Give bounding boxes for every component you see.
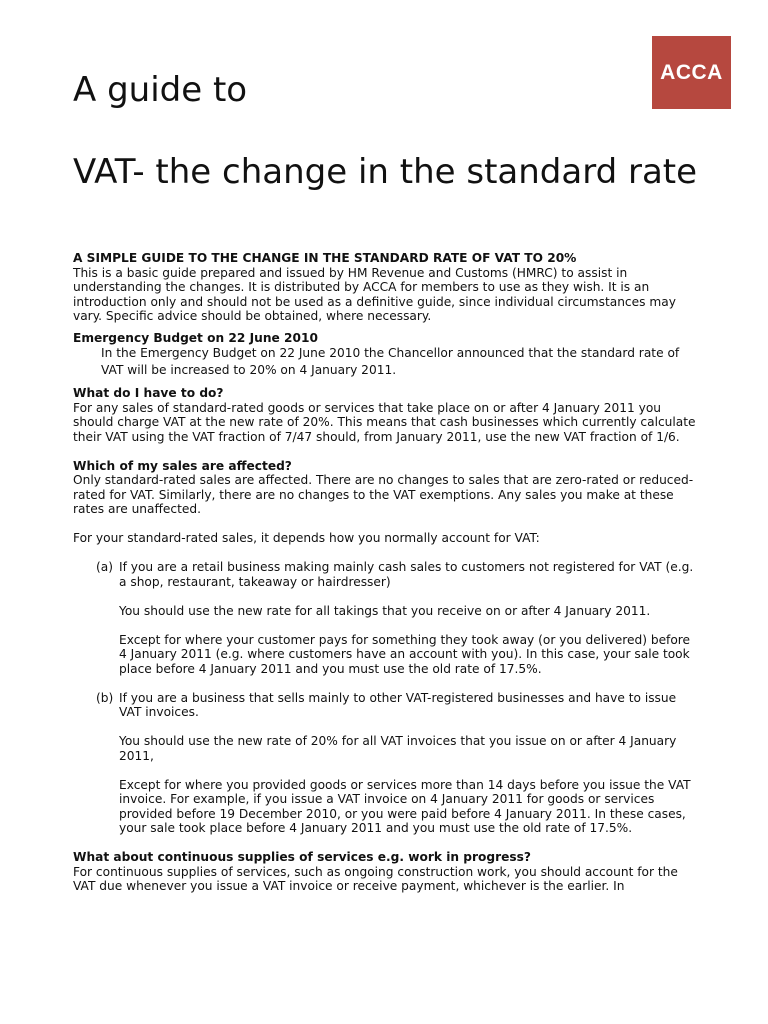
list-item-text: If you are a business that sells mainly to other VAT-registered businesses and have to issue VAT invoices.: [119, 690, 677, 719]
intro-heading: A SIMPLE GUIDE TO THE CHANGE IN THE STANDARD RATE OF VAT TO 20%: [73, 251, 577, 265]
document-body: [73, 251, 698, 894]
title-line-2: VAT- the change in the standard rate: [73, 152, 698, 192]
logo-text: ACCA: [660, 60, 723, 84]
sales-affected-heading: Which of my sales are affected?: [73, 458, 292, 473]
acca-logo: [652, 36, 731, 109]
list-item-text: Except for where your customer pays for something they took away (or you delivered) before 4 January 2011 (e.g. where customers have an account with you). In this case, your sale took place before 4 January 2011 and you must use the old rate of 17.5%.: [119, 632, 691, 676]
list-item-text: If you are a retail business making mainly cash sales to customers not registered for VAT (e.g. a shop, restaurant, takeaway or hairdresser): [119, 560, 694, 589]
list-marker: (a): [96, 560, 113, 574]
list-item-a: [73, 560, 698, 676]
list-marker: (b): [96, 690, 114, 705]
emergency-budget-heading: Emergency Budget on 22 June 2010: [73, 330, 318, 345]
list-item-text: You should use the new rate of 20% for all VAT invoices that you issue on or after 4 January 2011,: [119, 734, 677, 763]
intro-paragraph: This is a basic guide prepared and issued by HM Revenue and Customs (HMRC) to assist in understanding the changes. It is distributed by ACCA for members to use as they wish. It is an introduction only and should not be used as a definitive guide, since individual circumstances may vary. Specific advice should be obtained, where necessary.: [73, 265, 676, 323]
list-item-text: You should use the new rate for all takings that you receive on or after 4 January 2011.: [119, 603, 651, 618]
list-item-b: [73, 691, 698, 836]
standard-rated-lead: For your standard-rated sales, it depends how you normally account for VAT:: [73, 531, 540, 545]
continuous-supplies-heading: What about continuous supplies of services e.g. work in progress?: [73, 850, 531, 864]
sales-affected-paragraph: Only standard-rated sales are affected. There are no changes to sales that are zero-rated or reduced-rated for VAT. Similarly, there are no changes to the VAT exemptions. Any sales you make at these rates are unaffected.: [73, 473, 694, 516]
continuous-supplies-paragraph: For continuous supplies of services, such as ongoing construction work, you should account for the VAT due whenever you issue a VAT invoice or receive payment, whichever is the earlier. In: [73, 864, 678, 893]
what-to-do-heading: What do I have to do?: [73, 386, 224, 400]
title-line-1: A guide to: [73, 70, 248, 110]
what-to-do-paragraph: For any sales of standard-rated goods or services that take place on or after 4 January 2011 you should charge VAT at the new rate of 20%. This means that cash businesses which currently calculate their VAT using the VAT fraction of 7/47 should, from January 2011, use the new VAT fraction of 1/6.: [73, 400, 696, 444]
emergency-budget-paragraph: In the Emergency Budget on 22 June 2010 the Chancellor announced that the standard rate of VAT will be increased to 20% on 4 January 2011.: [101, 346, 680, 377]
list-item-text: Except for where you provided goods or services more than 14 days before you issue the VAT invoice. For example, if you issue a VAT invoice on 4 January 2011 for goods or services provided before 19 December 2010, or you were paid before 4 January 2011. In these cases, your sale took place before 4 January 2011 and you must use the old rate of 17.5%.: [119, 777, 691, 835]
